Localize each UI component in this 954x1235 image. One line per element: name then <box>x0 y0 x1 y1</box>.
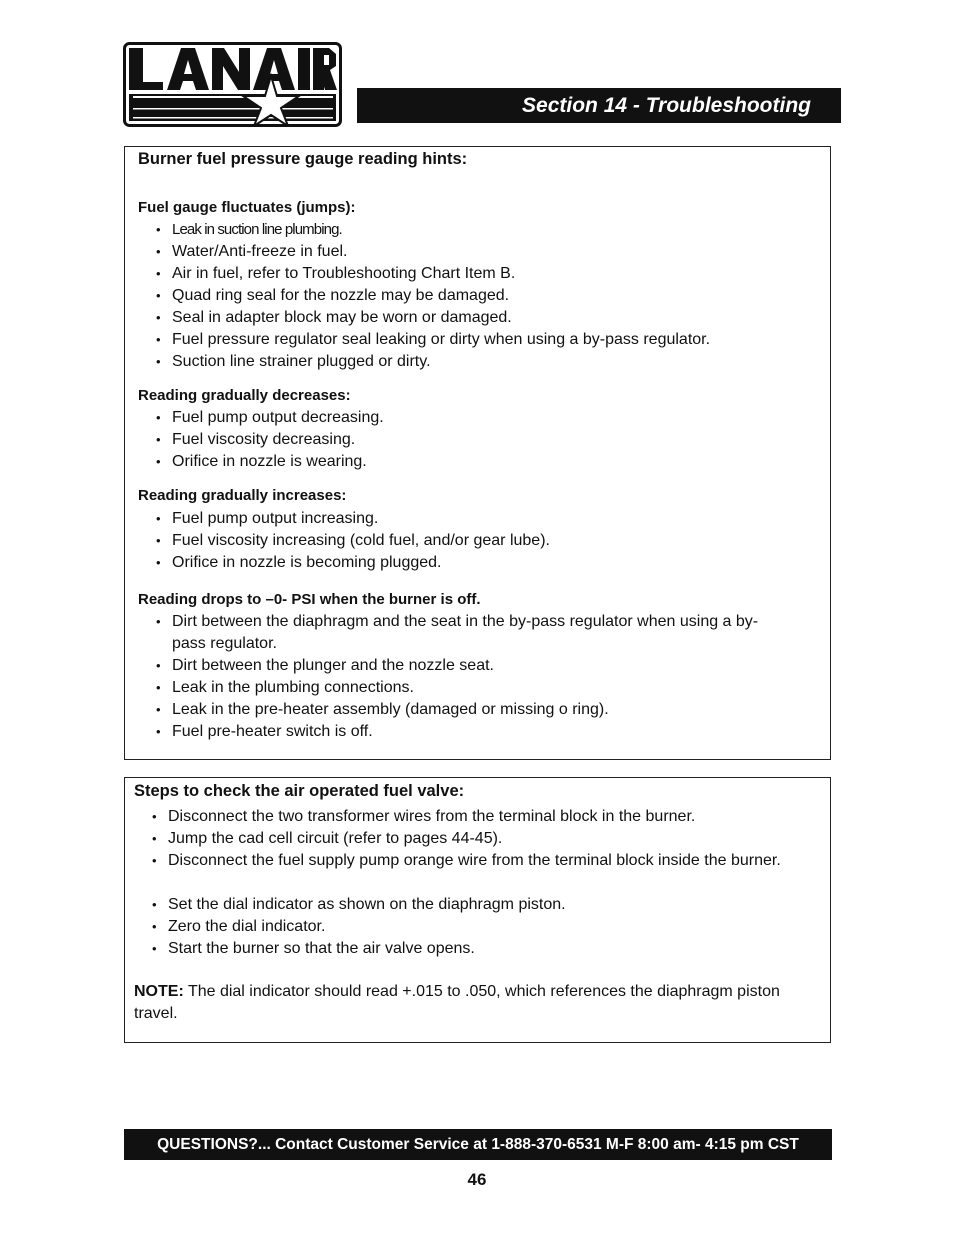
list-item: • Seal in adapter block may be worn or damaged. <box>156 307 796 329</box>
air-valve-steps-title: Steps to check the air operated fuel valve: <box>134 782 465 800</box>
list-item: • Fuel viscosity increasing (cold fuel, and/or gear lube). <box>156 530 796 552</box>
list-increases <box>156 508 796 574</box>
group-heading-increases: Reading gradually increases: <box>138 487 347 504</box>
list-item: • Suction line strainer plugged or dirty. <box>156 351 796 373</box>
gauge-hints-title: Burner fuel pressure gauge reading hints: <box>138 150 468 168</box>
list-item: • Fuel pressure regulator seal leaking or dirty when using a by-pass regulator. <box>156 329 796 351</box>
list-item: • Water/Anti-freeze in fuel. <box>156 241 796 263</box>
list-item: • Orifice in nozzle is becoming plugged. <box>156 552 796 574</box>
list-item: • Leak in the pre-heater assembly (damaged or missing o ring). <box>156 699 786 721</box>
note-paragraph <box>134 981 814 1025</box>
list-air-valve-steps <box>152 806 792 960</box>
note-text: The dial indicator should read +.015 to .050, which references the diaphragm piston travel. <box>134 983 780 1022</box>
list-item: • Fuel viscosity decreasing. <box>156 429 796 451</box>
list-item: • Air in fuel, refer to Troubleshooting Chart Item B. <box>156 263 796 285</box>
list-item: • Start the burner so that the air valve opens. <box>152 938 792 960</box>
page-number: 46 <box>467 1170 487 1189</box>
group-heading-drops: Reading drops to –0- PSI when the burner is off. <box>138 591 481 608</box>
list-item: • Leak in the plumbing connections. <box>156 677 786 699</box>
list-item: • Dirt between the diaphragm and the seat in the by-pass regulator when using a by-pass regulator. <box>156 611 786 655</box>
list-item: • Fuel pre-heater switch is off. <box>156 721 786 743</box>
list-drops <box>156 611 786 743</box>
list-item: • Jump the cad cell circuit (refer to pages 44-45). <box>152 828 792 850</box>
list-item: • Fuel pump output decreasing. <box>156 407 796 429</box>
list-decreases <box>156 407 796 473</box>
contact-banner: QUESTIONS?... Contact Customer Service at 1-888-370-6531 M-F 8:00 am- 4:15 pm CST <box>124 1129 832 1160</box>
section-title: Section 14 - Troubleshooting <box>357 88 841 123</box>
group-heading-decreases: Reading gradually decreases: <box>138 387 351 404</box>
group-heading-fluctuates: Fuel gauge fluctuates (jumps): <box>138 199 356 216</box>
list-item: • Set the dial indicator as shown on the diaphragm piston. <box>152 894 792 916</box>
list-item: • Zero the dial indicator. <box>152 916 792 938</box>
list-item: • Disconnect the two transformer wires from the terminal block in the burner. <box>152 806 792 828</box>
lanair-logo <box>123 42 342 127</box>
list-item: • Leak in suction line plumbing. <box>156 219 796 241</box>
list-item: • Fuel pump output increasing. <box>156 508 796 530</box>
list-fluctuates <box>156 219 796 373</box>
list-item: • Orifice in nozzle is wearing. <box>156 451 796 473</box>
list-item: • Dirt between the plunger and the nozzle seat. <box>156 655 786 677</box>
list-item: • Disconnect the fuel supply pump orange wire from the terminal block inside the burner. <box>152 850 792 894</box>
note-label: NOTE: <box>134 983 184 1000</box>
list-item: • Quad ring seal for the nozzle may be damaged. <box>156 285 796 307</box>
